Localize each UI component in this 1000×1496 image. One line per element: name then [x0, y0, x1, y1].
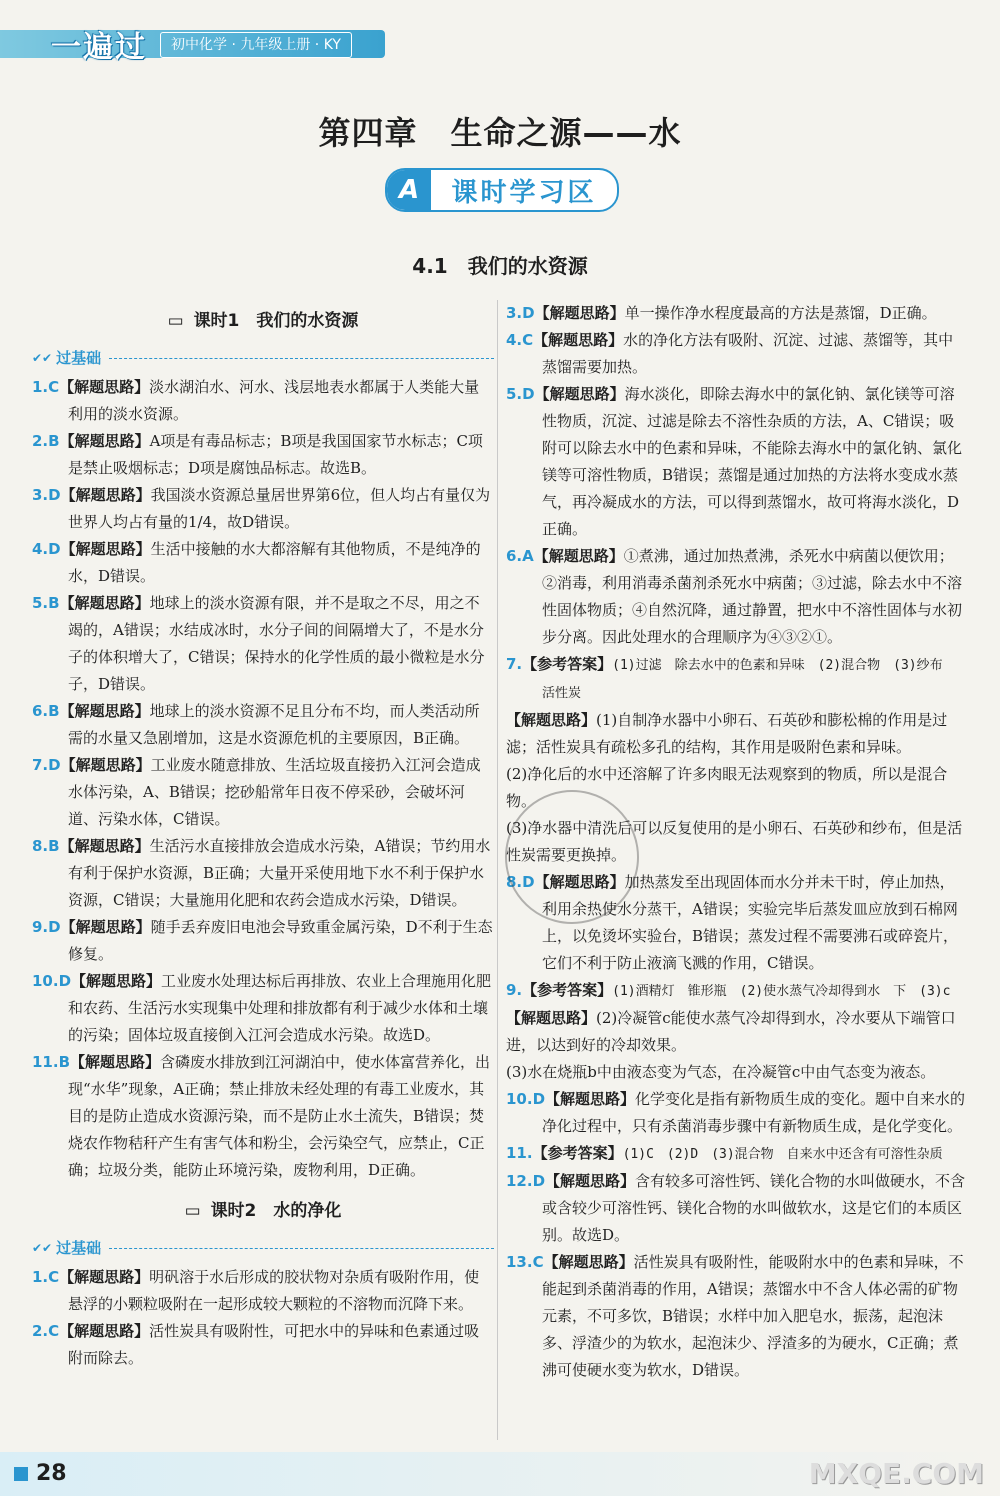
answer-number: 2.C [32, 1322, 60, 1340]
subhead-rule [109, 1248, 494, 1249]
answer-item [506, 1168, 968, 1249]
book-logo: 一遍过 [51, 30, 147, 65]
answer-number: 4.D [32, 540, 61, 558]
site-watermark: MXQE.COM [808, 1457, 984, 1490]
answer-list [32, 1264, 494, 1372]
answer-tag: 【解题思路】 [60, 918, 151, 936]
page-number [14, 1461, 67, 1486]
answer-text: (2)冷凝管c能使水蒸气冷却得到水，冷水要从下端管口进，以达到好的冷却效果。 [506, 1009, 956, 1054]
answer-tag: 【解题思路】 [60, 540, 151, 558]
answer-tag: 【解题思路】 [506, 1009, 597, 1027]
answer-text: 我国淡水资源总量居世界第6位，但人均占有量仅为世界人均占有量的1/4，故D错误。 [68, 486, 491, 531]
answer-tag: 【参考答案】 [522, 981, 613, 999]
answer-text: (1)自制净水器中小卵石、石英砂和膨松棉的作用是过滤；活性炭具有疏松多孔的结构，其作用是吸附色素和异味。 [506, 711, 948, 756]
answer-number: 4.C [506, 331, 534, 349]
answer-item [32, 914, 494, 968]
answer-number: 2.B [32, 432, 60, 450]
answer-tag: 【解题思路】 [59, 594, 150, 612]
answer-text: 生活污水直接排放会造成水污染，A错误；节约用水有利于保护水资源，B正确；大量开采使用地下水不利于保护水资源，C错误；大量施用化肥和农药会造成水污染，D错误。 [68, 837, 491, 909]
answer-text: (2)净化后的水中还溶解了许多肉眼无法观察到的物质，所以是混合物。 [506, 765, 948, 810]
answer-text: (1)酒精灯 锥形瓶 (2)使水蒸气冷却得到水 下 (3)c [612, 984, 951, 999]
answer-tag: 【解题思路】 [506, 711, 597, 729]
page-marker-icon [14, 1467, 28, 1481]
answer-tag: 【解题思路】 [534, 304, 625, 322]
lesson-title-text: 课时1 我们的水资源 [193, 311, 359, 331]
answer-text: ①煮沸，通过加热煮沸，杀死水中病菌以便饮用；②消毒，利用消毒杀菌剂杀死水中病菌；③过滤，除去水中不溶性固体物质；④自然沉降，通过静置，把水中不溶性固体与水初步分离。因此处理水的合理顺序为④③②①。 [542, 547, 963, 646]
answer-tag: 【参考答案】 [532, 1144, 623, 1162]
answer-tag: 【解题思路】 [534, 873, 625, 891]
answer-number: 6.A [506, 547, 534, 565]
answer-tag: 【解题思路】 [60, 486, 151, 504]
book-icon: ▭ [184, 1201, 201, 1221]
left-column [32, 300, 494, 1372]
lesson-title [32, 308, 494, 335]
answer-item [32, 698, 494, 752]
answer-item [506, 543, 968, 651]
answer-item [506, 300, 968, 327]
answer-text: 随手丢弃废旧电池会导致重金属污染，D不利于生态修复。 [68, 918, 493, 963]
answer-text: 活性炭具有吸附性，可把水中的异味和色素通过吸附而除去。 [68, 1322, 480, 1367]
answer-item [506, 707, 968, 761]
answer-text: 明矾溶于水后形成的胶状物对杂质有吸附作用，使悬浮的小颗粒吸附在一起形成较大颗粒的不溶物而沉降下来。 [68, 1268, 480, 1313]
answer-text: 含磷废水排放到江河湖泊中，使水体富营养化，出现“水华”现象，A正确；禁止排放未经处理的有毒工业废水，其目的是防止造成水资源污染，而不是防止水土流失，B错误；焚烧农作物秸秆产生有害气体和粉尘，会污染空气，应禁止，C正确；垃圾分类，能防止环境污染，废物利用，D正确。 [68, 1053, 491, 1179]
answer-list [32, 374, 494, 1184]
answer-number: 8.B [32, 837, 60, 855]
lesson-title [32, 1198, 494, 1225]
answer-item [506, 1249, 968, 1384]
answer-tag: 【解题思路】 [59, 432, 150, 450]
answer-text: (3)水在烧瓶b中由液态变为气态，在冷凝管c中由气态变为液态。 [506, 1063, 936, 1081]
answer-number: 8.D [506, 873, 535, 891]
answer-text: (1)C (2)D (3)混合物 自来水中还含有可溶性杂质 [622, 1147, 943, 1162]
answer-text: 化学变化是指有新物质生成的变化。题中自来水的净化过程中，只有杀菌消毒步骤中有新物质生成，是化学变化。 [542, 1090, 966, 1135]
answer-item [32, 482, 494, 536]
answer-item [32, 428, 494, 482]
answer-tag: 【解题思路】 [59, 837, 150, 855]
answer-text: (3)净水器中清洗后可以反复使用的是小卵石、石英砂和纱布，但是活性炭需要更换掉。 [506, 819, 963, 864]
answer-tag: 【解题思路】 [60, 756, 151, 774]
answer-number: 10.D [32, 972, 72, 990]
answer-item [32, 374, 494, 428]
zone-badge [385, 168, 619, 212]
subhead-text: 过基础 [56, 1239, 102, 1257]
check-icon: ✔✔ [32, 351, 53, 365]
lesson-title-text: 课时2 水的净化 [210, 1201, 342, 1221]
answer-number: 11. [506, 1144, 533, 1162]
section-title: 4.1 我们的水资源 [412, 254, 588, 278]
answer-tag: 【解题思路】 [70, 1053, 161, 1071]
answer-item [32, 1318, 494, 1372]
answer-text: 地球上的淡水资源不足且分布不均，而人类活动所需的水量又急剧增加，这是水资源危机的主要原因，B正确。 [68, 702, 480, 747]
answer-item [506, 327, 968, 381]
answer-number: 5.D [506, 385, 535, 403]
answer-number: 11.B [32, 1053, 71, 1071]
book-subtitle: 初中化学 · 九年级上册 · KY [160, 32, 352, 58]
answer-tag: 【解题思路】 [59, 1322, 150, 1340]
answer-item [506, 1005, 968, 1059]
check-icon: ✔✔ [32, 1241, 53, 1255]
book-icon: ▭ [167, 311, 184, 331]
answer-item [32, 1049, 494, 1184]
answer-number: 1.C [32, 378, 60, 396]
answer-tag: 【解题思路】 [59, 702, 150, 720]
answer-number: 3.D [506, 304, 535, 322]
answer-text: 海水淡化，即除去海水中的氯化钠、氯化镁等可溶性物质，沉淀、过滤是除去不溶性杂质的方法，A、C错误；吸附可以除去水中的色素和异味，不能除去海水中的氯化钠、氯化镁等可溶性物质，B错误；蒸馏是通过加热的方法将水变成水蒸气，再冷凝成水的方法，可以得到蒸馏水，故可将海水淡化，D正确。 [542, 385, 963, 538]
answer-item [506, 651, 968, 707]
answer-number: 6.B [32, 702, 60, 720]
answer-text: 淡水湖泊水、河水、浅层地表水都属于人类能大量利用的淡水资源。 [68, 378, 480, 423]
answer-number: 12.D [506, 1172, 546, 1190]
answer-number: 13.C [506, 1253, 544, 1271]
answer-number: 3.D [32, 486, 61, 504]
chapter-title: 第四章 生命之源——水 [318, 114, 682, 152]
answer-text: 活性炭具有吸附性，能吸附水中的色素和异味，不能起到杀菌消毒的作用，A错误；蒸馏水中不含人体必需的矿物元素，不可多饮，B错误；水样中加入肥皂水，振荡，起泡沫多、浮渣少的为软水，起泡沫少、浮渣多的为硬水，C正确；煮沸可使硬水变为软水，D错误。 [542, 1253, 964, 1379]
answer-item [32, 968, 494, 1049]
answer-text: (1)过滤 除去水中的色素和异味 (2)混合物 (3)纱布 活性炭 [542, 658, 956, 701]
answer-tag: 【解题思路】 [59, 1268, 150, 1286]
answer-number: 7.D [32, 756, 61, 774]
answer-item [506, 1086, 968, 1140]
answer-item [32, 833, 494, 914]
answer-text: 水的净化方法有吸附、沉淀、过滤、蒸馏等，其中蒸馏需要加热。 [542, 331, 954, 376]
answer-tag: 【解题思路】 [71, 972, 162, 990]
answer-text: 加热蒸发至出现固体而水分并未干时，停止加热，利用余热使水分蒸干，A错误；实验完毕后蒸发皿应放到石棉网上，以免烫坏实验台，B错误；蒸发过程不需要沸石或碎瓷片，它们不利于防止液滴飞溅的作用，C错误。 [542, 873, 959, 972]
answer-tag: 【解题思路】 [533, 547, 624, 565]
answer-tag: 【解题思路】 [534, 385, 625, 403]
subhead [32, 1235, 494, 1262]
answer-number: 10.D [506, 1090, 546, 1108]
answer-tag: 【解题思路】 [533, 331, 624, 349]
answer-item [32, 590, 494, 698]
zone-letter: A [387, 170, 431, 210]
zone-label: 课时学习区 [451, 177, 597, 208]
subhead-rule [109, 358, 494, 359]
answer-item [506, 1059, 968, 1086]
answer-text: 工业废水随意排放、生活垃圾直接扔入江河会造成水体污染，A、B错误；挖砂船常年日夜不停采砂，会破坏河道、污染水体，C错误。 [68, 756, 481, 828]
subhead-text: 过基础 [56, 349, 102, 367]
answer-tag: 【解题思路】 [545, 1172, 636, 1190]
page-number-text: 28 [36, 1461, 67, 1486]
answer-text: 生活中接触的水大都溶解有其他物质，不是纯净的水，D错误。 [68, 540, 481, 585]
answer-text: 地球上的淡水资源有限，并不是取之不尽，用之不竭的，A错误；水结成冰时，水分子间的间隔增大了，不是水分子的体积增大了，C错误；保持水的化学性质的最小微粒是水分子，D错误。 [68, 594, 485, 693]
answer-item [506, 977, 968, 1005]
answer-item [32, 536, 494, 590]
answer-number: 9. [506, 981, 523, 999]
answer-item [32, 1264, 494, 1318]
answer-tag: 【解题思路】 [59, 378, 150, 396]
answer-item [506, 1140, 968, 1168]
answer-text: 工业废水处理达标后再排放、农业上合理施用化肥和农药、生活污水实现集中处理和排放都有利于减少水体和土壤的污染；固体垃圾直接倒入江河会造成水污染。故选D。 [68, 972, 492, 1044]
subhead [32, 345, 494, 372]
answer-tag: 【参考答案】 [522, 655, 613, 673]
answer-number: 1.C [32, 1268, 60, 1286]
column-divider [497, 300, 498, 1440]
answer-number: 5.B [32, 594, 60, 612]
answer-text: 单一操作净水程度最高的方法是蒸馏，D正确。 [624, 304, 937, 322]
answer-number: 9.D [32, 918, 61, 936]
answer-tag: 【解题思路】 [543, 1253, 634, 1271]
answer-item [32, 752, 494, 833]
answer-item [506, 381, 968, 543]
answer-text: A项是有毒品标志；B项是我国国家节水标志；C项是禁止吸烟标志；D项是腐蚀品标志。故选B。 [68, 432, 483, 477]
answer-text: 含有较多可溶性钙、镁化合物的水叫做硬水，不含或含较少可溶性钙、镁化合物的水叫做软水，这是它们的本质区别。故选D。 [542, 1172, 966, 1244]
answer-number: 7. [506, 655, 523, 673]
answer-tag: 【解题思路】 [545, 1090, 636, 1108]
